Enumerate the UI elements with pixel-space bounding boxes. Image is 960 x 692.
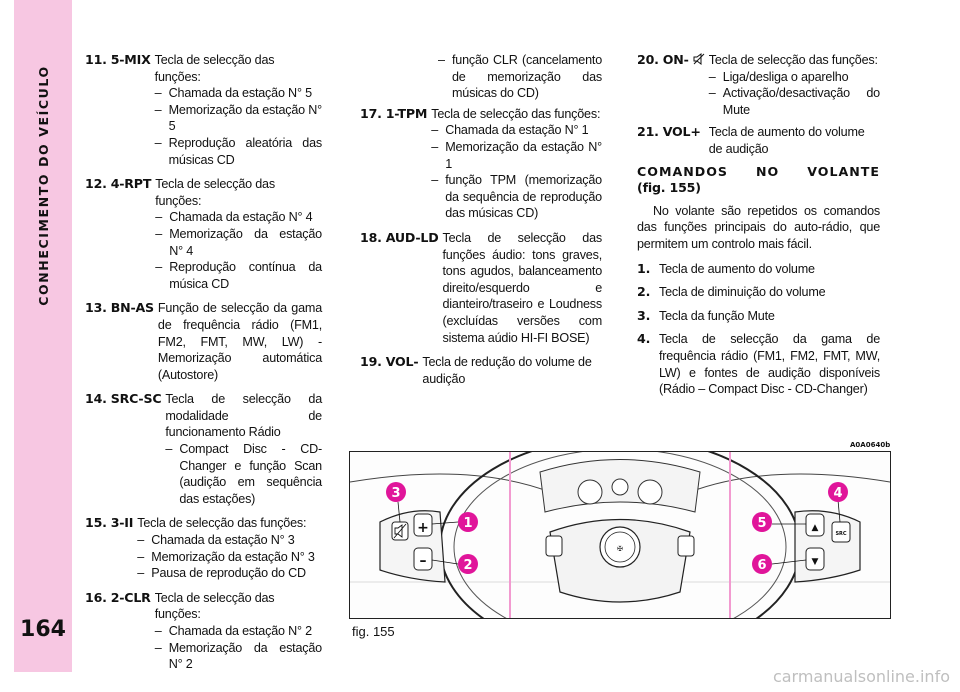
callout-3 bbox=[386, 482, 406, 502]
entry-16: 16. 2-CLR Tecla de selecção das funções: – Chamada da estação N° 2 – Memorização da estação N° 2 bbox=[85, 589, 322, 672]
continuation-item: – função CLR (cancelamento de memorização das músicas do CD) bbox=[438, 53, 602, 101]
svg-text:3: 3 bbox=[391, 486, 401, 501]
entry-18: 18. AUD-LD Tecla de selecção das funções áudio: tons graves, tons agudos, balanceamento direito/esquerdo e dianteiro/traseiro e Loudness (excluídas versões com sistema aúdio HI-FI BOSE) bbox=[360, 229, 602, 345]
entry-12: 12. 4-RPT Tecla de selecção das funções: – Chamada da estação N° 4 – Memorização da estação N° 4 – Reprodução contínua da música CD bbox=[85, 176, 322, 291]
steering-wheel-figure bbox=[349, 451, 891, 619]
callout-6 bbox=[752, 554, 772, 574]
svg-text:2: 2 bbox=[463, 558, 473, 573]
entry-17: 17. 1-TPM Tecla de selecção das funções: – Chamada da estação N° 1 – Memorização da estação N° 1 – função TPM (memorização da sequência de reprodução das músicas CD) bbox=[360, 105, 602, 221]
entry-15: 15. 3-II Tecla de selecção das funções: – Chamada da estação N° 3 – Memorização da estação N° 3 – Pausa de reprodução do CD bbox=[85, 515, 315, 581]
entry-20: 20. ON- Tecla de selecção das funções: – Liga/desliga o aparelho – Activação/desactivação do Mute bbox=[637, 52, 880, 117]
list-item: 1. Tecla de aumento do volume bbox=[637, 260, 815, 276]
svg-text:–: – bbox=[419, 553, 427, 569]
figure-code: A0A0640b bbox=[850, 441, 891, 449]
page-number: 164 bbox=[20, 617, 66, 642]
callout-5 bbox=[752, 512, 772, 532]
list-item: 4. Tecla de selecção da gama de frequência rádio (FM1, FM2, FMT, MW, LW) e fontes de audição disponíveis (Rádio – Compact Disc - CD-Changer) bbox=[637, 331, 880, 397]
steering-wheel-illustration bbox=[350, 452, 890, 618]
entry-11: 11. 5-MIX Tecla de selecção das funções: – Chamada da estação N° 5 – Memorização da estação N° 5 – Reprodução aleatória das músicas CD bbox=[85, 52, 322, 167]
section-title: CONHECIMENTO DO VEÍCULO bbox=[35, 64, 51, 306]
svg-text:+: + bbox=[417, 520, 429, 536]
src-label: SRC bbox=[835, 531, 847, 537]
svg-text:✠: ✠ bbox=[617, 545, 623, 553]
svg-text:5: 5 bbox=[757, 516, 767, 531]
callout-4 bbox=[828, 482, 848, 502]
power-mute-icon bbox=[693, 53, 705, 65]
callout-2 bbox=[458, 554, 478, 574]
svg-text:4: 4 bbox=[833, 486, 843, 501]
callout-1 bbox=[458, 512, 478, 532]
svg-text:1: 1 bbox=[463, 516, 473, 531]
svg-text:▲: ▲ bbox=[811, 523, 819, 533]
entry-19: 19. VOL- Tecla de redução do volume de audição bbox=[360, 354, 592, 386]
list-item: 3. Tecla da função Mute bbox=[637, 307, 775, 323]
column-3 bbox=[637, 52, 880, 405]
heading-figure-ref: (fig. 155) bbox=[637, 180, 701, 196]
watermark: carmanualsonline.info bbox=[772, 667, 950, 686]
entry-13: 13. BN-AS Função de selecção da gama de frequência rádio (FM1, FM2, FMT, MW, LW) - Memorização automática (Autostore) bbox=[85, 300, 322, 382]
svg-text:6: 6 bbox=[757, 558, 767, 573]
list-item: 2. Tecla de diminuição do volume bbox=[637, 284, 826, 300]
figure-caption: fig. 155 bbox=[352, 624, 395, 639]
column-1 bbox=[85, 52, 322, 681]
entry-14: 14. SRC-SC Tecla de selecção da modalidade de funcionamento Rádio – Compact Disc - CD-Changer e função Scan (audição em sequência das estações) bbox=[85, 391, 322, 506]
column-2 bbox=[360, 52, 602, 395]
entry-21: 21. VOL+ Tecla de aumento do volume de audição bbox=[637, 124, 865, 156]
intro-paragraph: No volante são repetidos os comandos das funções principais do auto-rádio, que permitem um controlo mais fácil. bbox=[637, 203, 880, 251]
section-heading: COMANDOS NO VOLANTE bbox=[637, 163, 880, 179]
svg-text:▼: ▼ bbox=[811, 557, 819, 567]
